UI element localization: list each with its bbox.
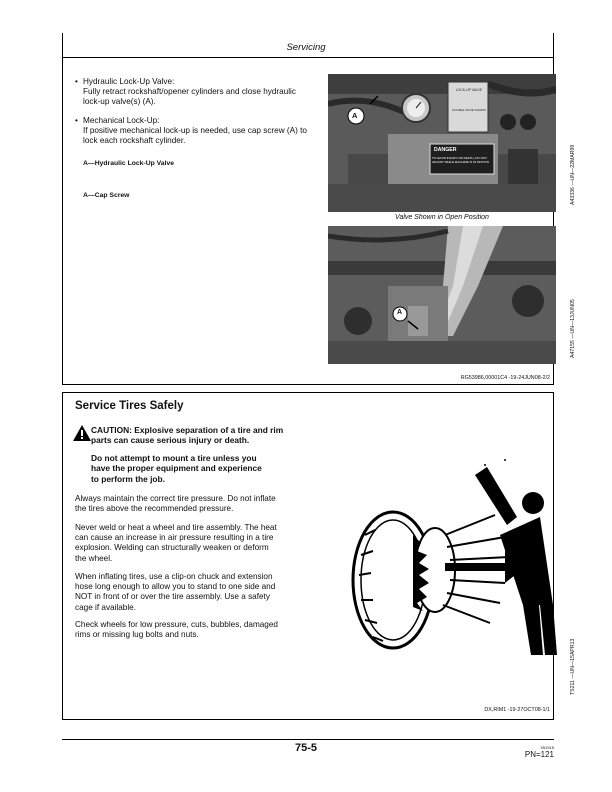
tires-ref: DX,RIM1 -19-27OCT08-1/1: [484, 707, 550, 713]
paragraph-line: Check wheels for low pressure, cuts, bubbles, damaged: [75, 620, 278, 629]
capscrew-photo: [328, 226, 556, 364]
bullet-text: Fully retract rockshaft/opener cylinders and close hydraulic lock-up valve(s) (A).: [83, 87, 296, 107]
running-header: Servicing: [286, 42, 326, 53]
valve-plate-sublabel: DOUBLE VALVE SHOWN: [452, 108, 486, 112]
valve-photo-id: A43336 —UN—22MAR99: [570, 144, 576, 205]
capscrew-photo-illustration: [328, 226, 556, 364]
paragraph-line: explosion. Welding can structurally weaken or deform: [75, 543, 269, 553]
tire-paragraph-pressure: [75, 494, 315, 514]
bullet-title: Mechanical Lock-Up:: [83, 116, 160, 125]
paragraph-line: NOT in front of or over the tire assembly. Use a safety: [75, 592, 270, 602]
tire-paragraph-inflate: [75, 572, 315, 613]
valve-callout-a: A: [352, 111, 358, 120]
caution-detail-line: have the proper equipment and experience: [91, 463, 262, 474]
paragraph-line: Never weld or heat a wheel and tire assembly. The heat: [75, 523, 277, 532]
caution-detail-line: to perform the job.: [91, 473, 165, 484]
caution-line: CAUTION: Explosive separation of a tire and rim: [91, 425, 284, 435]
legend-cap-screw: A—Cap Screw: [83, 192, 130, 199]
caution-text: [91, 425, 331, 446]
caution-detail-line: Do not attempt to mount a tire unless you: [91, 453, 257, 463]
paragraph-line: rims or missing lug bolts and nuts.: [75, 630, 199, 640]
danger-label-title: DANGER: [434, 147, 457, 153]
tire-image-id: TS211 —UN—15APR13: [570, 638, 576, 695]
bullet-title: Hydraulic Lock-Up Valve:: [83, 77, 175, 86]
caution-detail: [91, 453, 331, 484]
paragraph-line: can cause an increase in air pressure resulting in a tire: [75, 533, 274, 543]
bullet-mechanical-lockup: • Mechanical Lock-Up: If positive mechanical lock-up is needed, use cap screw (A) to lock each rockshaft cylinder.: [75, 116, 325, 147]
caution-line: parts can cause serious injury or death.: [91, 435, 250, 446]
tires-title: Service Tires Safely: [75, 400, 184, 412]
paragraph-line: the tires above the recommended pressure.: [75, 504, 234, 514]
paragraph-line: hose long enough to allow you to stand to one side and: [75, 582, 276, 592]
footer-rule: [62, 739, 554, 740]
tire-paragraph-weld: [75, 523, 315, 564]
footer-pn: PN=121: [524, 750, 554, 759]
capscrew-photo-id: A47155 —UN—13JUN05: [570, 299, 576, 358]
paragraph-line: Always maintain the correct tire pressure. Do not inflate: [75, 494, 276, 503]
tire-explosion-illustration: [335, 455, 560, 680]
legend-hydraulic-valve: A—Hydraulic Lock-Up Valve: [83, 160, 175, 167]
footer-code: 051915: [540, 745, 554, 750]
valve-photo-caption: Valve Shown in Open Position: [395, 214, 489, 221]
valve-plate-label: LOCK-UP VALVE: [455, 88, 483, 92]
paragraph-line: When inflating tires, use a clip-on chuck and extension: [75, 572, 273, 581]
valve-photo: [328, 74, 556, 212]
paragraph-line: cage if available.: [75, 602, 136, 612]
warning-triangle-icon: [73, 425, 91, 441]
capscrew-callout-a: A: [397, 309, 403, 316]
page-number: 75-5: [294, 742, 318, 754]
bullet-hydraulic-lockup: • Hydraulic Lock-Up Valve: Fully retract rockshaft/opener cylinders and close hydraulic lock-up valve(s) (A).: [75, 77, 325, 108]
danger-label-text: TO AVOID INJURY OR DEATH, DO NOT ADJUST WHILE MACHINE IS IN MOTION: [432, 156, 489, 164]
bullet-text: If positive mechanical lock-up is needed, use cap screw (A) to lock each rockshaft cylinder.: [83, 126, 307, 146]
lockup-ref: RG53986,00001C4 -19-24JUN08-2/2: [460, 375, 550, 381]
tire-paragraph-check: [75, 620, 315, 640]
paragraph-line: the wheel.: [75, 553, 113, 563]
valve-photo-illustration: [328, 74, 556, 212]
